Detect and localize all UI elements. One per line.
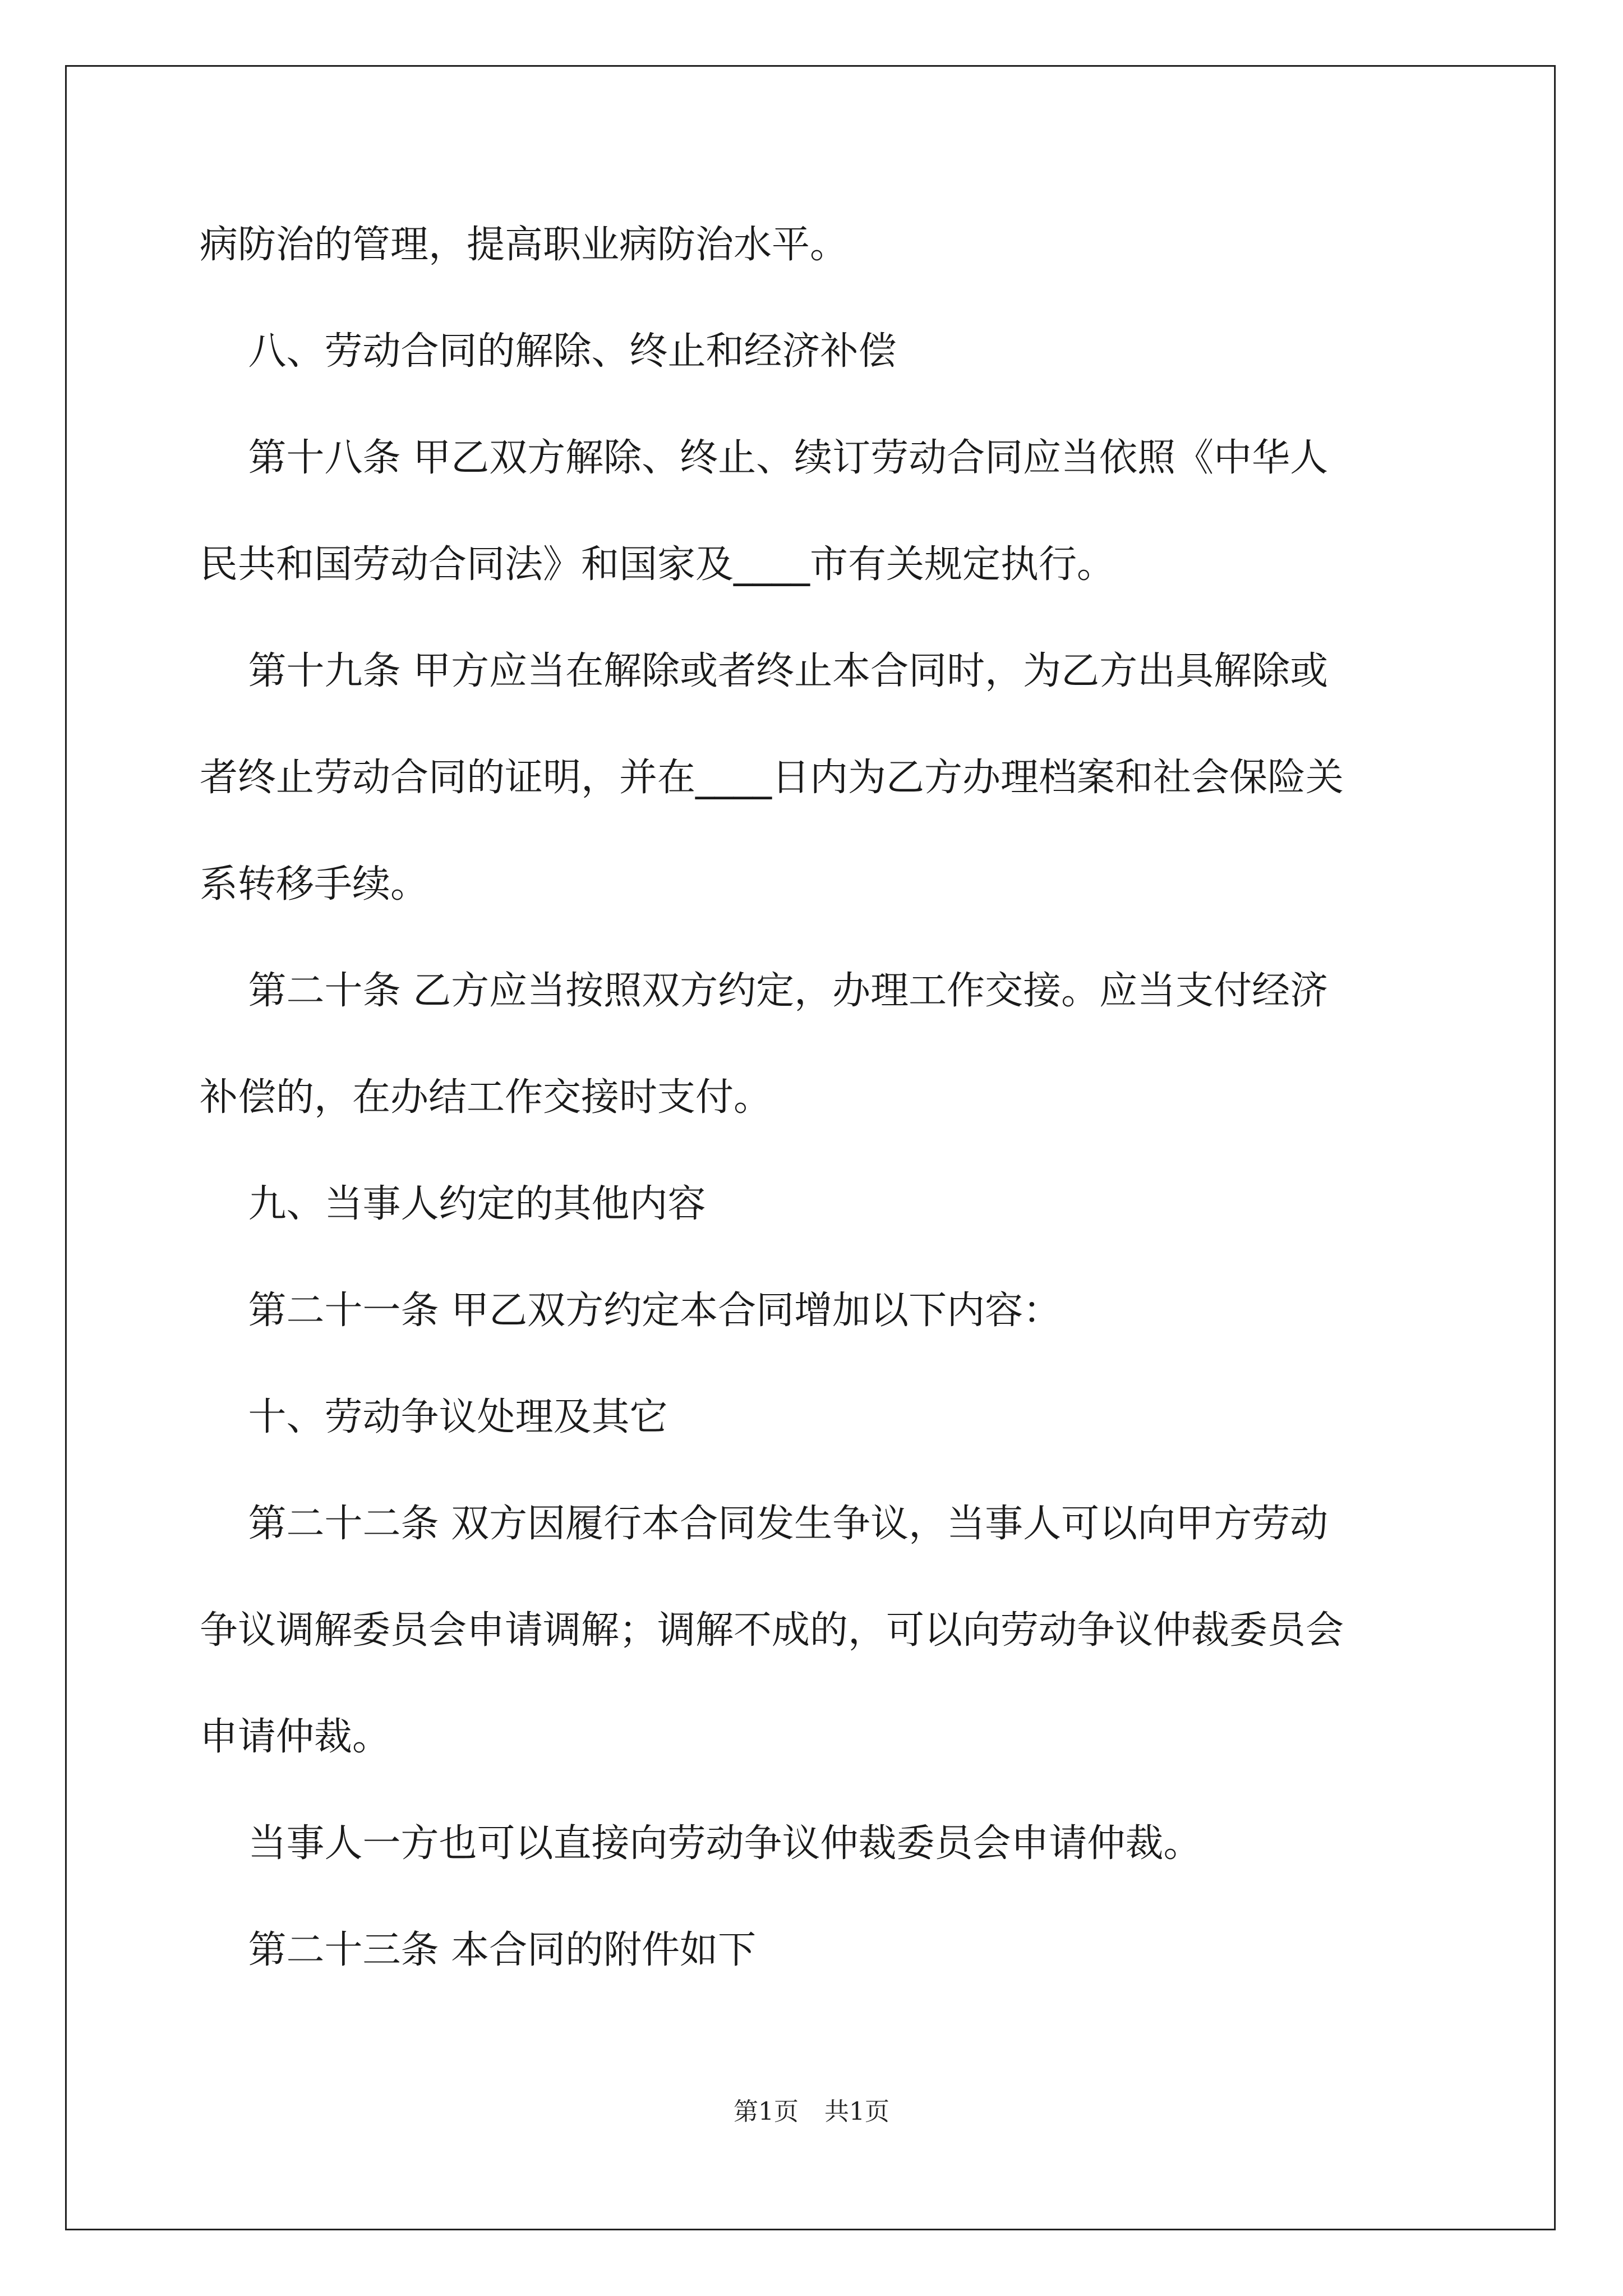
text-line: 者终止劳动合同的证明，并在____日内为乙方办理档案和社会保险关 — [200, 756, 1344, 800]
section-heading: 八、劳动合同的解除、终止和经济补偿 — [200, 329, 897, 374]
text-line: 第二十三条 本合同的附件如下 — [200, 1928, 757, 1972]
section-heading: 九、当事人约定的其他内容 — [200, 1182, 706, 1226]
text-line: 当事人一方也可以直接向劳动争议仲裁委员会申请仲裁。 — [200, 1821, 1202, 1866]
text-line: 第十八条 甲乙双方解除、终止、续订劳动合同应当依照《中华人 — [200, 436, 1329, 480]
text-line: 申请仲裁。 — [200, 1715, 391, 1759]
page-footer — [0, 2091, 1623, 2127]
text-line: 第二十条 乙方应当按照双方约定，办理工作交接。应当支付经济 — [200, 969, 1329, 1013]
text-line: 第十九条 甲方应当在解除或者终止本合同时，为乙方出具解除或 — [200, 649, 1329, 693]
contract-body — [200, 192, 1442, 2004]
text-line: 争议调解委员会申请调解；调解不成的，可以向劳动争议仲裁委员会 — [200, 1608, 1344, 1653]
page-total: 共1页 — [824, 2097, 889, 2126]
text-line: 民共和国劳动合同法》和国家及____市有关规定执行。 — [200, 542, 1115, 587]
section-heading: 十、劳动争议处理及其它 — [200, 1395, 668, 1439]
page-number: 第1页 — [734, 2097, 799, 2126]
text-line: 补偿的，在办结工作交接时支付。 — [200, 1075, 772, 1120]
text-line: 第二十二条 双方因履行本合同发生争议，当事人可以向甲方劳动 — [200, 1502, 1329, 1546]
text-line: 第二十一条 甲乙双方约定本合同增加以下内容： — [200, 1289, 1062, 1333]
text-line: 系转移手续。 — [200, 862, 429, 907]
text-line: 病防治的管理，提高职业病防治水平。 — [200, 223, 849, 267]
